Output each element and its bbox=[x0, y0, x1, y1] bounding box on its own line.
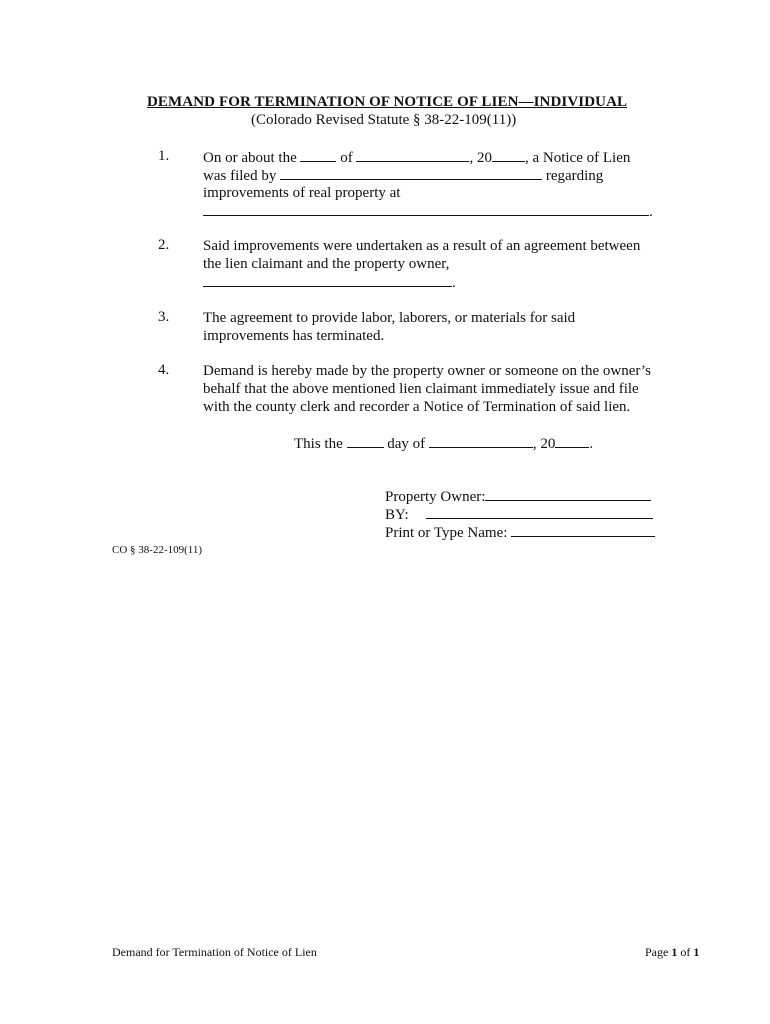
month-field[interactable] bbox=[356, 148, 469, 162]
print-name-field[interactable] bbox=[511, 523, 655, 537]
dated-end: . bbox=[589, 436, 594, 452]
item-1-line-4 bbox=[203, 202, 653, 221]
item-4-number: 4. bbox=[158, 362, 170, 378]
item-3-line-2: improvements has terminated. bbox=[203, 328, 385, 344]
document-subtitle: (Colorado Revised Statute § 38-22-109(11)) bbox=[251, 112, 517, 128]
item-2-line-3 bbox=[203, 273, 456, 292]
item-1-line-3: improvements of real property at bbox=[203, 185, 401, 201]
dated-year-field[interactable] bbox=[555, 434, 589, 448]
print-name-signature bbox=[385, 523, 655, 542]
item-1-text-e: was filed by bbox=[203, 168, 277, 184]
property-owner-label: Property Owner: bbox=[385, 489, 486, 505]
item-4-line-2: behalf that the above mentioned lien claimant immediately issue and file bbox=[203, 381, 639, 397]
item-1-text-a: On or about the bbox=[203, 150, 297, 166]
property-owner-signature-field[interactable] bbox=[485, 487, 651, 501]
page-current: 1 bbox=[671, 945, 678, 959]
page-number bbox=[645, 945, 699, 960]
item-1-text-b: of bbox=[340, 150, 353, 166]
dated-text-c: , 20 bbox=[532, 436, 556, 452]
item-1-end: . bbox=[649, 204, 653, 220]
document-title: DEMAND FOR TERMINATION OF NOTICE OF LIEN—INDIVIDUAL bbox=[147, 94, 628, 110]
item-2-line-2: the lien claimant and the property owner, bbox=[203, 256, 450, 272]
page-prefix: Page bbox=[645, 945, 669, 959]
item-3-number: 3. bbox=[158, 309, 170, 325]
property-owner-field[interactable] bbox=[203, 273, 452, 287]
item-2-end: . bbox=[452, 275, 456, 291]
item-2-number: 2. bbox=[158, 237, 170, 253]
print-name-label: Print or Type Name: bbox=[385, 525, 508, 541]
item-1-number: 1. bbox=[158, 148, 170, 164]
dated-line bbox=[294, 434, 593, 453]
day-field[interactable] bbox=[300, 148, 336, 162]
by-label: BY: bbox=[385, 507, 409, 523]
item-2-line-1: Said improvements were undertaken as a result of an agreement between bbox=[203, 238, 641, 254]
item-3-line-1: The agreement to provide labor, laborers, or materials for said bbox=[203, 310, 576, 326]
page-total: 1 bbox=[693, 945, 700, 959]
year-field[interactable] bbox=[492, 148, 525, 162]
item-1-line-2 bbox=[203, 166, 603, 185]
item-1-text-d: , a Notice of Lien bbox=[524, 150, 631, 166]
item-1-text-f: regarding bbox=[545, 168, 604, 184]
statute-citation: CO § 38-22-109(11) bbox=[112, 544, 203, 556]
dated-text-a: This the bbox=[294, 436, 343, 452]
dated-month-field[interactable] bbox=[429, 434, 533, 448]
item-1-line-1 bbox=[203, 148, 630, 167]
page-of: of bbox=[680, 945, 691, 959]
item-4-line-3: with the county clerk and recorder a Notice of Termination of said lien. bbox=[203, 399, 631, 415]
footer-title: Demand for Termination of Notice of Lien bbox=[112, 945, 317, 959]
dated-text-b: day of bbox=[387, 436, 426, 452]
item-4-line-1: Demand is hereby made by the property owner or someone on the owner’s bbox=[203, 363, 651, 379]
dated-day-field[interactable] bbox=[347, 434, 384, 448]
property-address-field[interactable] bbox=[203, 202, 649, 216]
property-owner-signature bbox=[385, 487, 651, 506]
item-1-text-c: , 20 bbox=[469, 150, 492, 166]
by-signature bbox=[385, 505, 653, 524]
by-signature-field[interactable] bbox=[426, 505, 653, 519]
lien-claimant-field[interactable] bbox=[280, 166, 542, 180]
